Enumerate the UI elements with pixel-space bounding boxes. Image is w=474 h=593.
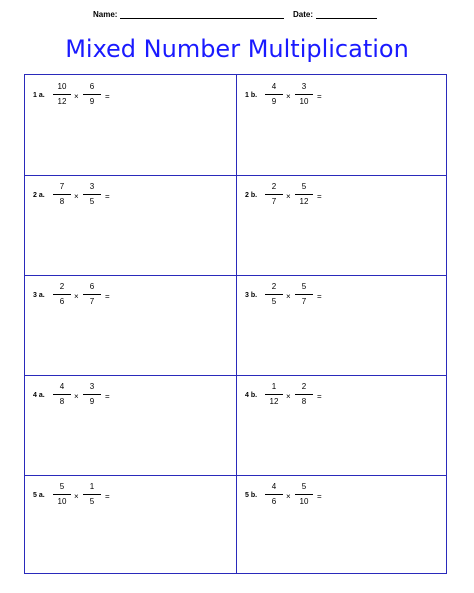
numerator: 4 bbox=[271, 82, 277, 91]
problem-item bbox=[33, 281, 213, 311]
date-blank-line bbox=[316, 18, 377, 19]
multiply-sign: × bbox=[286, 192, 291, 201]
fraction bbox=[265, 81, 283, 108]
fraction bbox=[265, 481, 283, 508]
fraction-bar bbox=[265, 94, 283, 95]
problem-label: 5 b. bbox=[245, 492, 258, 499]
fraction-bar bbox=[83, 194, 101, 195]
multiply-sign: × bbox=[74, 392, 79, 401]
fraction bbox=[265, 381, 283, 408]
multiply-sign: × bbox=[74, 492, 79, 501]
fraction-bar bbox=[295, 194, 313, 195]
problem-label: 1 b. bbox=[245, 92, 258, 99]
numerator: 3 bbox=[301, 82, 307, 91]
worksheet-header bbox=[0, 9, 474, 23]
problem-item bbox=[245, 381, 425, 411]
multiply-sign: × bbox=[286, 92, 291, 101]
numerator: 2 bbox=[271, 282, 277, 291]
fraction bbox=[295, 481, 313, 508]
problem-label: 3 a. bbox=[33, 292, 45, 299]
multiply-sign: × bbox=[74, 92, 79, 101]
row-divider bbox=[25, 275, 446, 276]
fraction-bar bbox=[53, 294, 71, 295]
numerator: 5 bbox=[59, 482, 65, 491]
numerator: 4 bbox=[59, 382, 65, 391]
problem-label: 2 b. bbox=[245, 192, 258, 199]
fraction-bar bbox=[265, 294, 283, 295]
denominator: 5 bbox=[271, 297, 277, 306]
numerator: 7 bbox=[59, 182, 65, 191]
fraction bbox=[53, 381, 71, 408]
fraction bbox=[83, 181, 101, 208]
column-divider bbox=[236, 75, 237, 573]
fraction bbox=[265, 281, 283, 308]
problem-item bbox=[33, 181, 213, 211]
equals-sign: = bbox=[317, 292, 322, 301]
denominator: 10 bbox=[299, 97, 309, 106]
fraction-bar bbox=[295, 394, 313, 395]
fraction-bar bbox=[83, 294, 101, 295]
denominator: 7 bbox=[271, 197, 277, 206]
denominator: 8 bbox=[301, 397, 307, 406]
denominator: 12 bbox=[299, 197, 309, 206]
problem-label: 4 b. bbox=[245, 392, 258, 399]
equals-sign: = bbox=[105, 292, 110, 301]
equals-sign: = bbox=[105, 192, 110, 201]
denominator: 9 bbox=[271, 97, 277, 106]
problem-item bbox=[33, 481, 213, 511]
fraction-bar bbox=[53, 394, 71, 395]
fraction-bar bbox=[265, 494, 283, 495]
equals-sign: = bbox=[105, 392, 110, 401]
denominator: 8 bbox=[59, 397, 65, 406]
fraction bbox=[83, 481, 101, 508]
fraction-bar bbox=[295, 294, 313, 295]
fraction-bar bbox=[53, 494, 71, 495]
numerator: 5 bbox=[301, 182, 307, 191]
problem-label: 3 b. bbox=[245, 292, 258, 299]
fraction-bar bbox=[265, 194, 283, 195]
numerator: 2 bbox=[271, 182, 277, 191]
numerator: 2 bbox=[301, 382, 307, 391]
multiply-sign: × bbox=[74, 292, 79, 301]
denominator: 7 bbox=[301, 297, 307, 306]
problem-item bbox=[33, 81, 213, 111]
fraction-bar bbox=[83, 94, 101, 95]
numerator: 5 bbox=[301, 482, 307, 491]
multiply-sign: × bbox=[286, 292, 291, 301]
problem-item bbox=[245, 81, 425, 111]
name-label: Name: bbox=[93, 10, 118, 19]
fraction bbox=[265, 181, 283, 208]
denominator: 10 bbox=[57, 497, 67, 506]
fraction-bar bbox=[53, 194, 71, 195]
equals-sign: = bbox=[317, 92, 322, 101]
numerator: 10 bbox=[57, 82, 67, 91]
denominator: 9 bbox=[89, 397, 95, 406]
denominator: 9 bbox=[89, 97, 95, 106]
denominator: 5 bbox=[89, 497, 95, 506]
equals-sign: = bbox=[317, 192, 322, 201]
multiply-sign: × bbox=[74, 192, 79, 201]
fraction bbox=[295, 281, 313, 308]
fraction bbox=[83, 381, 101, 408]
name-blank-line bbox=[120, 18, 284, 19]
numerator: 5 bbox=[301, 282, 307, 291]
fraction-bar bbox=[265, 394, 283, 395]
denominator: 7 bbox=[89, 297, 95, 306]
numerator: 6 bbox=[89, 282, 95, 291]
numerator: 1 bbox=[89, 482, 95, 491]
row-divider bbox=[25, 375, 446, 376]
equals-sign: = bbox=[105, 92, 110, 101]
denominator: 12 bbox=[269, 397, 279, 406]
fraction-bar bbox=[83, 394, 101, 395]
problem-label: 2 a. bbox=[33, 192, 45, 199]
denominator: 5 bbox=[89, 197, 95, 206]
numerator: 3 bbox=[89, 182, 95, 191]
multiply-sign: × bbox=[286, 392, 291, 401]
denominator: 6 bbox=[59, 297, 65, 306]
fraction-bar bbox=[295, 494, 313, 495]
denominator: 12 bbox=[57, 97, 67, 106]
equals-sign: = bbox=[317, 492, 322, 501]
denominator: 8 bbox=[59, 197, 65, 206]
fraction-bar bbox=[83, 494, 101, 495]
problem-item bbox=[33, 381, 213, 411]
equals-sign: = bbox=[105, 492, 110, 501]
problem-item bbox=[245, 181, 425, 211]
row-divider bbox=[25, 475, 446, 476]
fraction bbox=[83, 281, 101, 308]
page-title: Mixed Number Multiplication bbox=[65, 35, 409, 63]
equals-sign: = bbox=[317, 392, 322, 401]
fraction bbox=[295, 181, 313, 208]
fraction bbox=[83, 81, 101, 108]
date-label: Date: bbox=[293, 10, 314, 19]
numerator: 3 bbox=[89, 382, 95, 391]
fraction bbox=[53, 181, 71, 208]
problem-item bbox=[245, 281, 425, 311]
fraction bbox=[53, 481, 71, 508]
numerator: 6 bbox=[89, 82, 95, 91]
denominator: 10 bbox=[299, 497, 309, 506]
multiply-sign: × bbox=[286, 492, 291, 501]
fraction bbox=[53, 81, 71, 108]
problem-item bbox=[245, 481, 425, 511]
problem-label: 4 a. bbox=[33, 392, 45, 399]
fraction-bar bbox=[53, 94, 71, 95]
numerator: 1 bbox=[271, 382, 277, 391]
fraction-bar bbox=[295, 94, 313, 95]
fraction bbox=[295, 381, 313, 408]
numerator: 4 bbox=[271, 482, 277, 491]
denominator: 6 bbox=[271, 497, 277, 506]
problem-label: 5 a. bbox=[33, 492, 45, 499]
numerator: 2 bbox=[59, 282, 65, 291]
fraction bbox=[295, 81, 313, 108]
problem-label: 1 a. bbox=[33, 92, 45, 99]
fraction bbox=[53, 281, 71, 308]
row-divider bbox=[25, 175, 446, 176]
